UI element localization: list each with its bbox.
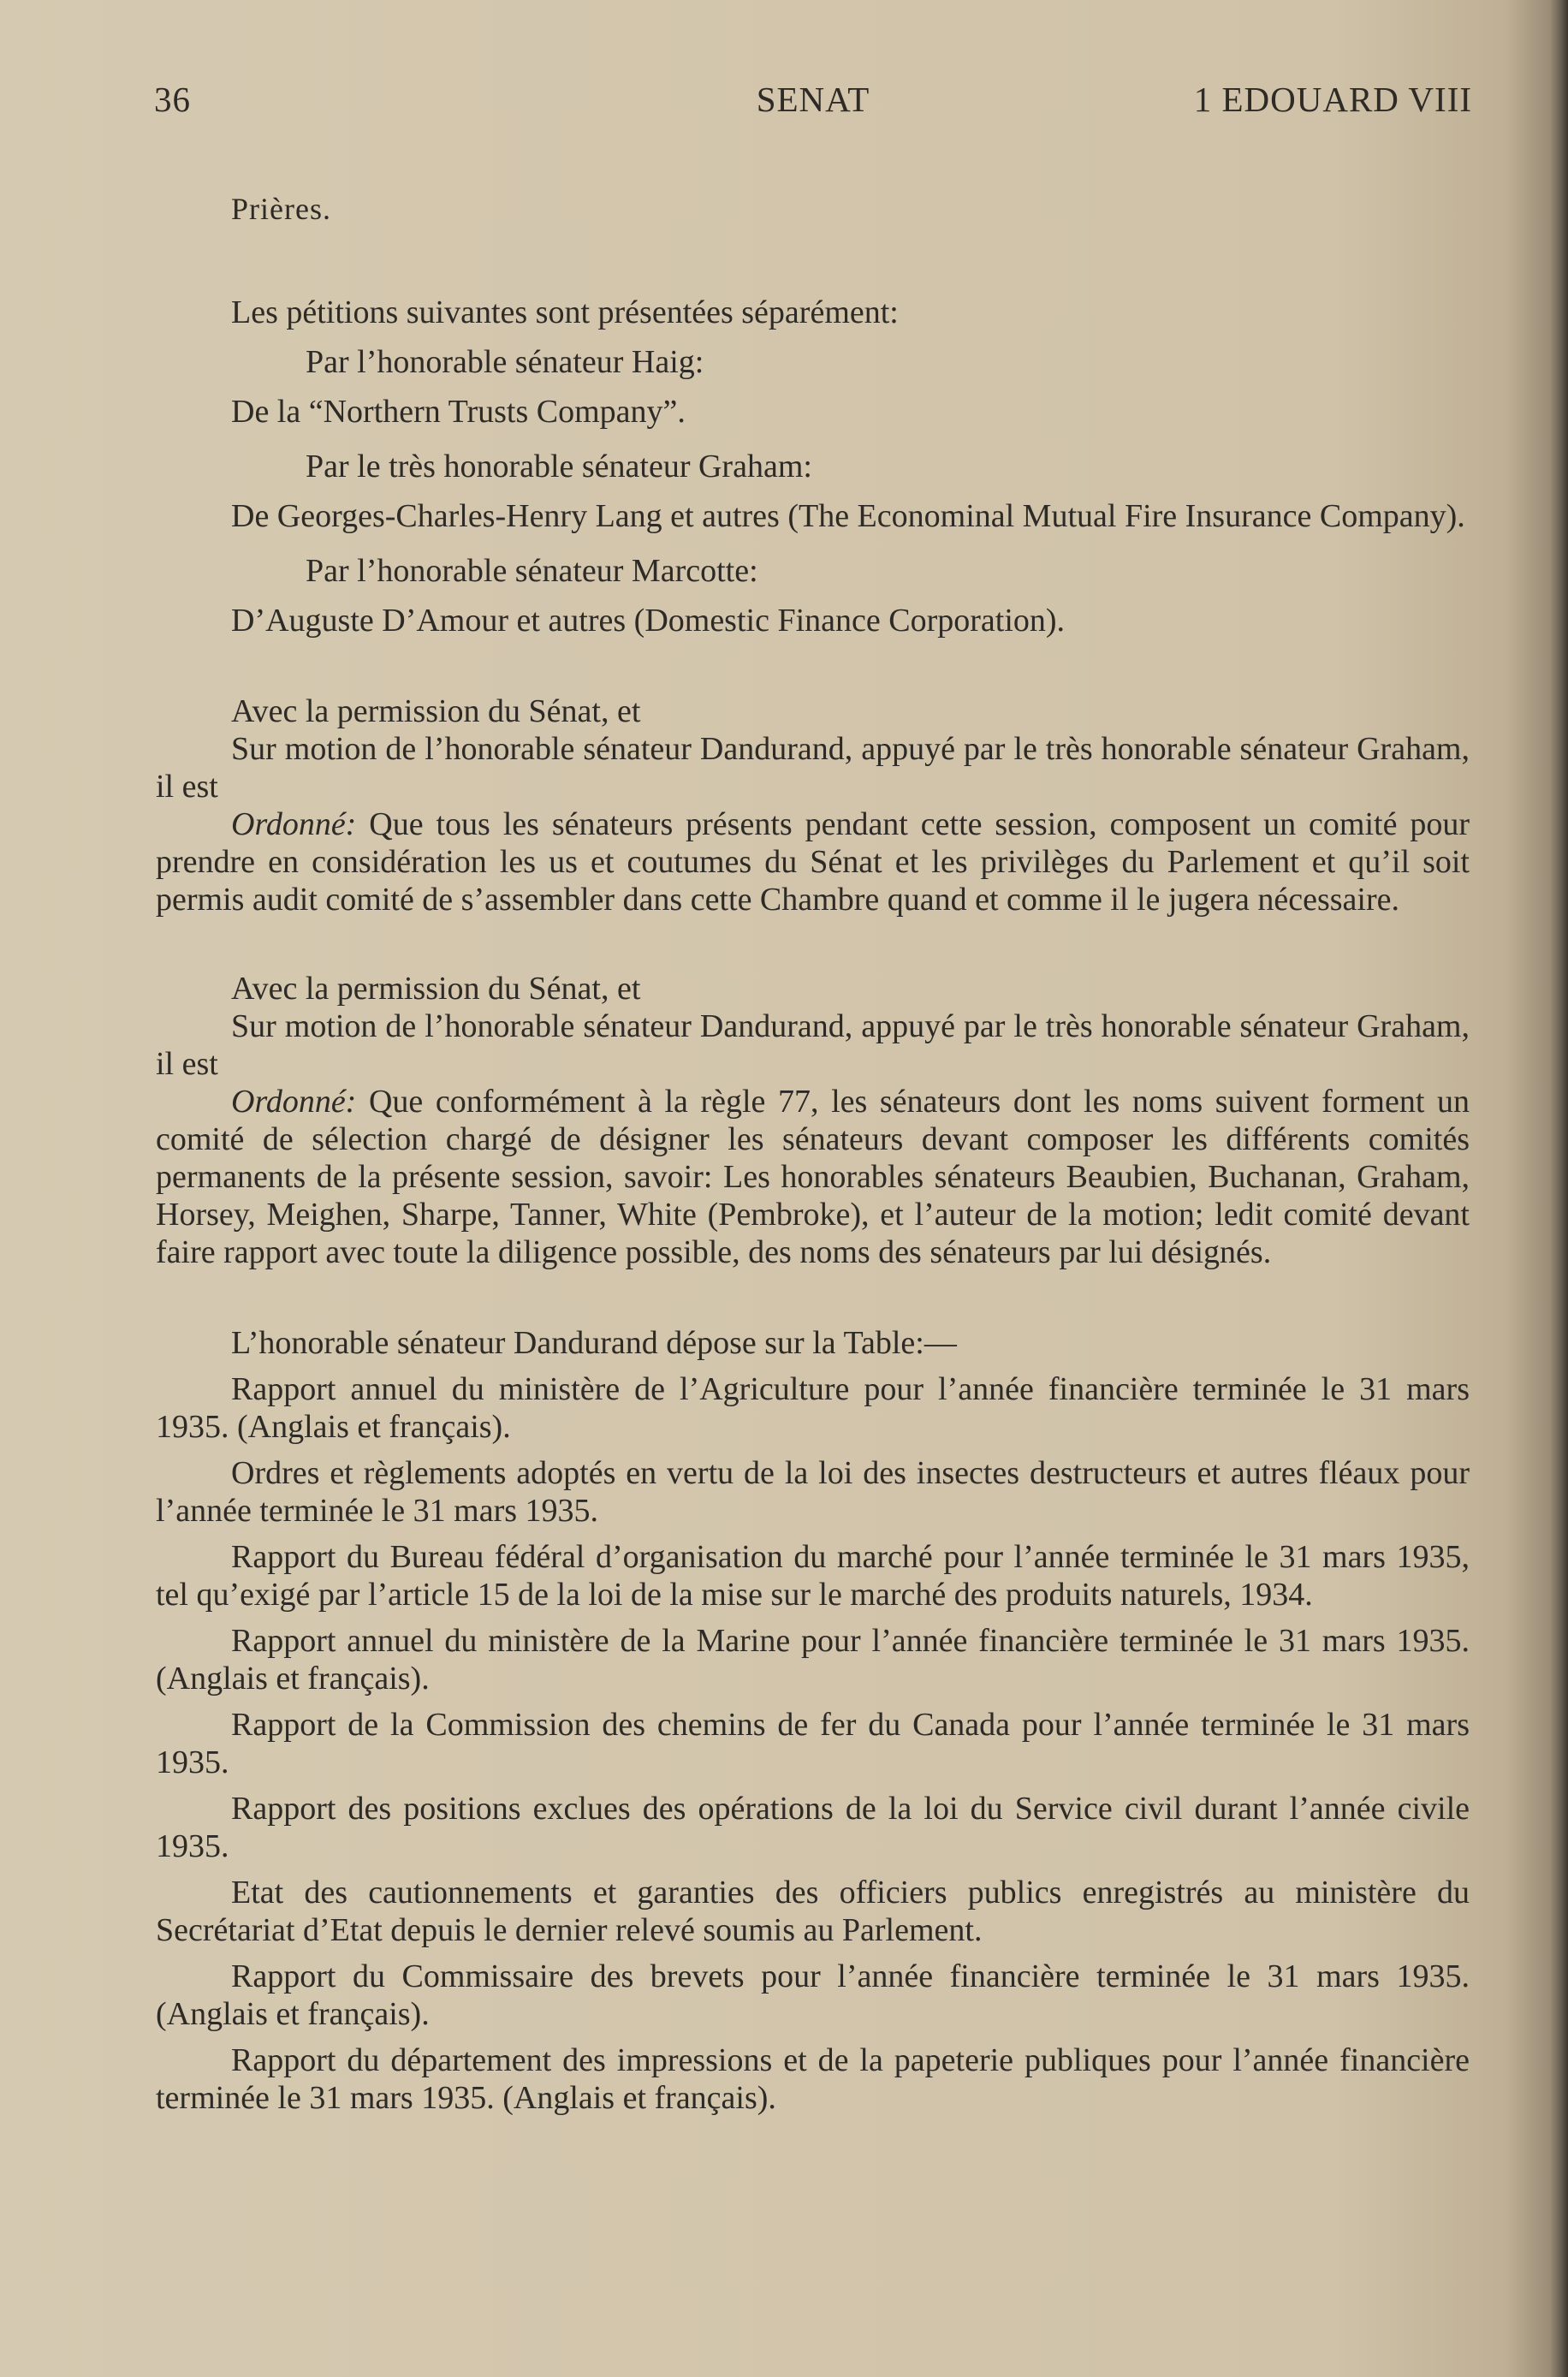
running-right: 1 EDOUARD VIII [1193, 80, 1472, 119]
ordonne-label: Ordonné: [231, 806, 357, 842]
document-item: Etat des cautionnements et garanties des officiers publics enregistrés au ministère du Secrétariat d’Etat depuis le dernier relevé soumis au Parlement. [156, 1875, 1470, 1948]
petition-text: D’Auguste D’Amour et autres (Domestic Finance Corporation). [231, 603, 1066, 639]
petition-by: Par l’honorable sénateur Haig: [306, 344, 704, 380]
page-header [154, 79, 1472, 130]
document-item: Ordres et règlements adoptés en vertu de la loi des insectes destructeurs et autres fléaux pour l’année terminée le 31 mars 1935. [156, 1455, 1470, 1529]
page-body [156, 190, 1470, 2117]
motion-order [156, 805, 1470, 918]
document-item: Rapport du département des impressions et de la papeterie publiques pour l’année financière terminée le 31 mars 1935. (Anglais et français). [156, 2042, 1470, 2116]
document-item: Rapport du Commissaire des brevets pour l’année financière terminée le 31 mars 1935. (Anglais et français). [156, 1958, 1470, 2032]
motion-mover: Sur motion de l’honorable sénateur Dandurand, appuyé par le très honorable sénateur Graham, il est [156, 731, 1470, 805]
ordonne-text: Que tous les sénateurs présents pendant cette session, composent un comité pour prendre en considération les us et coutumes du Sénat et les privilèges du Parlement et qu’il soit permis audit comité de s’assembler dans cette Chambre quand et comme il le jugera nécessaire. [156, 806, 1470, 918]
motion-order [156, 1083, 1470, 1271]
motion-section-1 [156, 692, 1470, 918]
document-item: Rapport annuel du ministère de la Marine pour l’année financière terminée le 31 mars 1935. (Anglais et français). [156, 1623, 1470, 1697]
documents-intro: L’honorable sénateur Dandurand dépose sur la Table:— [231, 1325, 957, 1361]
petition-text: De la “Northern Trusts Company”. [231, 394, 686, 430]
page-number: 36 [154, 80, 191, 119]
document-item: Rapport de la Commission des chemins de fer du Canada pour l’année terminée le 31 mars 1935. [156, 1707, 1470, 1780]
ordonne-text: Que conformément à la règle 77, les sénateurs dont les noms suivent forment un comité de sélection chargé de désigner les sénateurs devant composer les différents comités permanents de la présente session, savoir: Les honorables sénateurs Beaubien, Buchanan, Graham, Horsey, Meighen, Sharpe, Tanner, White (Pembroke), et l’auteur de la motion; ledit comité devant faire rapport avec toute la diligence possible, des noms des sénateurs par lui désignés. [156, 1084, 1470, 1270]
petition-by: Par l’honorable sénateur Marcotte: [306, 553, 758, 589]
document-item: Rapport des positions exclues des opérations de la loi du Service civil durant l’année civile 1935. [156, 1791, 1470, 1864]
document-item: Rapport annuel du ministère de l’Agriculture pour l’année financière terminée le 31 mars 1935. (Anglais et français). [156, 1371, 1470, 1445]
document-item: Rapport du Bureau fédéral d’organisation du marché pour l’année terminée le 31 mars 1935, tel qu’exigé par l’article 15 de la loi de la mise sur le marché des produits naturels, 1934. [156, 1539, 1470, 1613]
section-heading-prieres: Prières. [231, 192, 331, 226]
ordonne-label: Ordonné: [231, 1084, 357, 1120]
petitions-intro: Les pétitions suivantes sont présentées séparément: [231, 294, 899, 330]
running-title: SENAT [756, 80, 870, 119]
motion-permission: Avec la permission du Sénat, et [231, 971, 641, 1007]
petition-text: De Georges-Charles-Henry Lang et autres (The Econominal Mutual Fire Insurance Company). [231, 498, 1465, 534]
motion-mover: Sur motion de l’honorable sénateur Dandurand, appuyé par le très honorable sénateur Graham, il est [156, 1008, 1470, 1082]
documents-section [156, 1324, 1470, 2117]
petition-by: Par le très honorable sénateur Graham: [306, 449, 812, 484]
petitions-section [156, 294, 1470, 639]
motion-permission: Avec la permission du Sénat, et [231, 693, 641, 729]
motion-section-2 [156, 970, 1470, 1271]
page-edge [1549, 0, 1568, 2377]
